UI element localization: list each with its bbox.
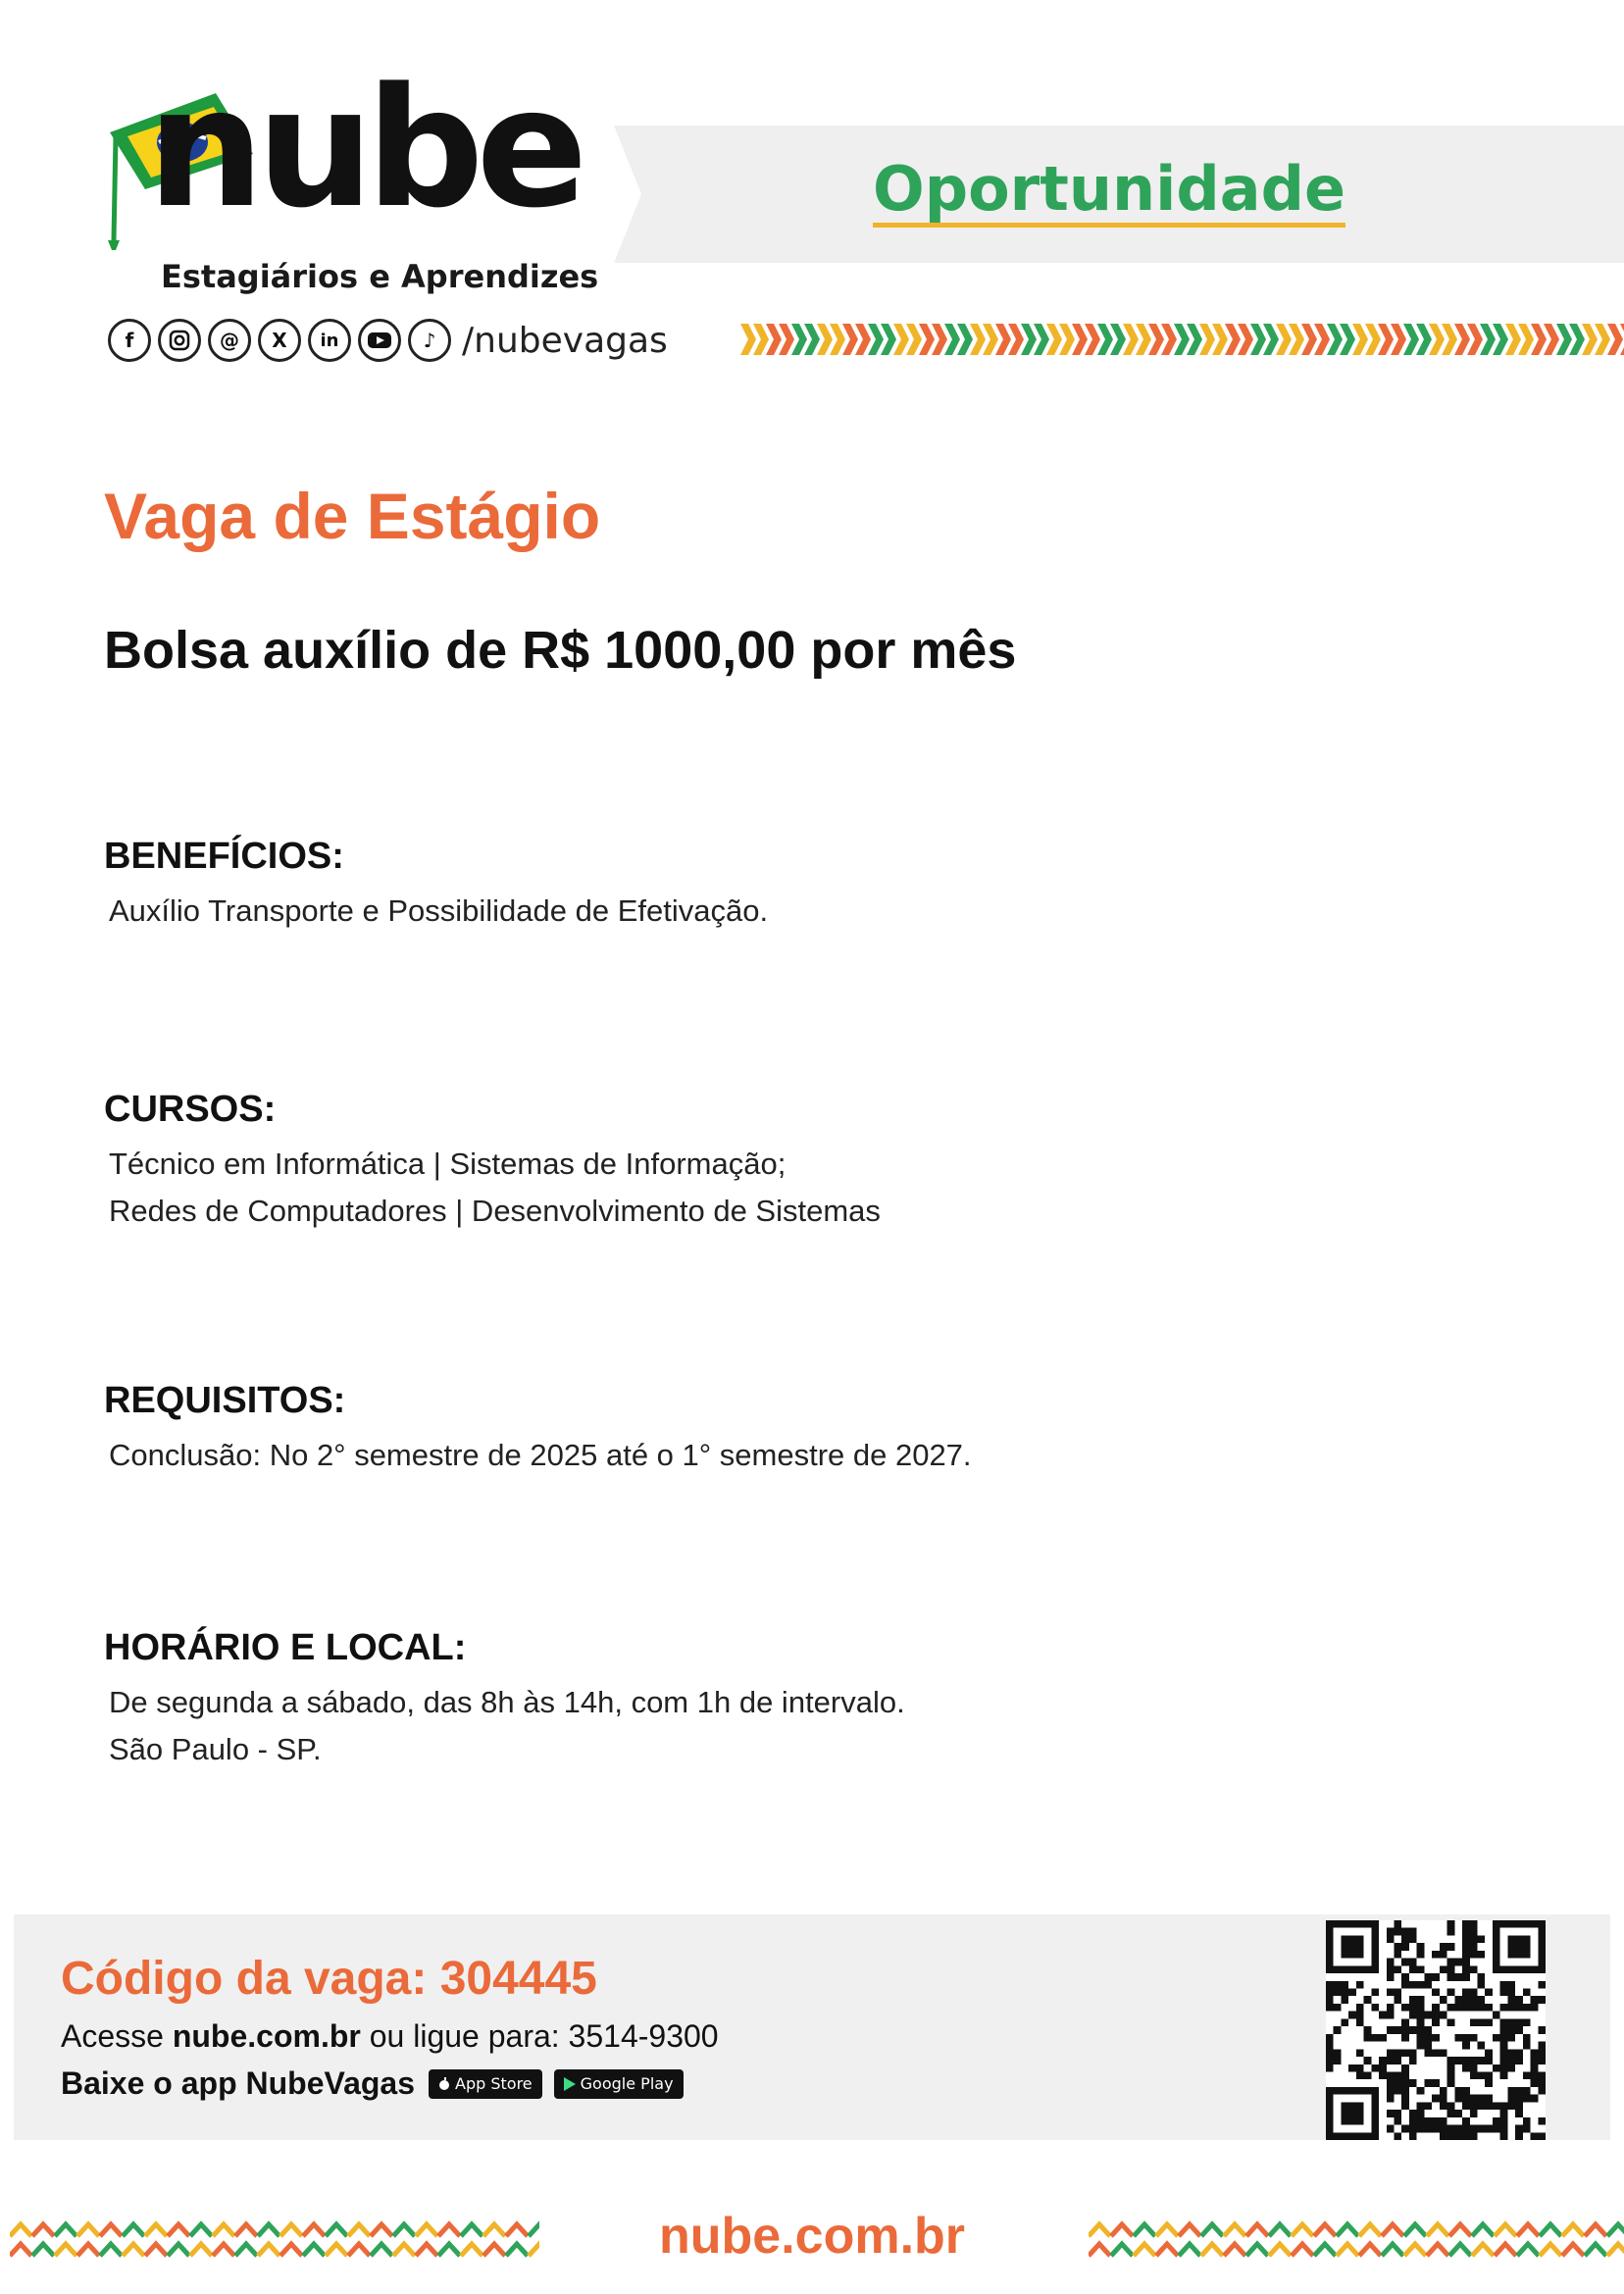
nube-logo: [106, 52, 599, 309]
website-footer-link[interactable]: nube.com.br: [658, 2208, 966, 2265]
google-play-label: Google Play: [580, 2074, 674, 2093]
logo-wordmark: nube: [147, 52, 581, 244]
facebook-icon[interactable]: f: [108, 319, 151, 362]
x-icon[interactable]: X: [258, 319, 301, 362]
logo-tagline: Estagiários e Aprendizes: [161, 258, 599, 295]
courses-text: [109, 1141, 881, 1235]
access-prefix: Acesse: [61, 2018, 173, 2054]
courses-line: Redes de Computadores | Desenvolvimento de Sistemas: [109, 1194, 881, 1228]
zigzag-decoration-right: [1089, 2218, 1624, 2262]
play-icon: [564, 2077, 576, 2091]
requirements-text: [109, 1432, 972, 1479]
app-download-row: [61, 2065, 684, 2102]
social-links: [108, 316, 668, 365]
schedule-title: HORÁRIO E LOCAL:: [104, 1627, 467, 1668]
app-store-label: App Store: [455, 2074, 533, 2093]
banner-label: Oportunidade: [873, 157, 1345, 228]
schedule-text: [109, 1679, 905, 1773]
chevron-decoration-strip: [740, 320, 1624, 359]
benefits-title: BENEFÍCIOS:: [104, 836, 344, 877]
app-store-badge[interactable]: [429, 2069, 542, 2099]
courses-title: CURSOS:: [104, 1089, 277, 1130]
stipend-heading: Bolsa auxílio de R$ 1000,00 por mês: [104, 621, 1017, 680]
benefits-text: [109, 888, 768, 935]
social-handle[interactable]: /nubevagas: [462, 320, 668, 361]
app-download-label: Baixe o app NubeVagas: [61, 2065, 416, 2101]
qr-code[interactable]: [1326, 1920, 1546, 2140]
requirements-title: REQUISITOS:: [104, 1380, 346, 1421]
courses-line: Técnico em Informática | Sistemas de Informação;: [109, 1147, 787, 1181]
location-line: São Paulo - SP.: [109, 1732, 322, 1766]
job-code: Código da vaga: 304445: [61, 1953, 597, 2005]
job-type-title: Vaga de Estágio: [104, 480, 601, 552]
apple-icon: [438, 2077, 450, 2091]
youtube-icon[interactable]: [358, 319, 401, 362]
benefits-line: Auxílio Transporte e Possibilidade de Efetivação.: [109, 893, 769, 928]
requirements-line: Conclusão: No 2° semestre de 2025 até o 1° semestre de 2027.: [109, 1438, 972, 1472]
schedule-line: De segunda a sábado, das 8h às 14h, com 1h de intervalo.: [109, 1685, 905, 1719]
access-site-link[interactable]: nube.com.br: [172, 2018, 361, 2054]
google-play-badge[interactable]: [554, 2069, 684, 2099]
access-line: [61, 2018, 719, 2055]
tiktok-icon[interactable]: ♪: [408, 319, 451, 362]
threads-icon[interactable]: @: [208, 319, 251, 362]
instagram-icon[interactable]: [158, 319, 201, 362]
access-phone: ou ligue para: 3514-9300: [360, 2018, 719, 2054]
linkedin-icon[interactable]: in: [308, 319, 351, 362]
